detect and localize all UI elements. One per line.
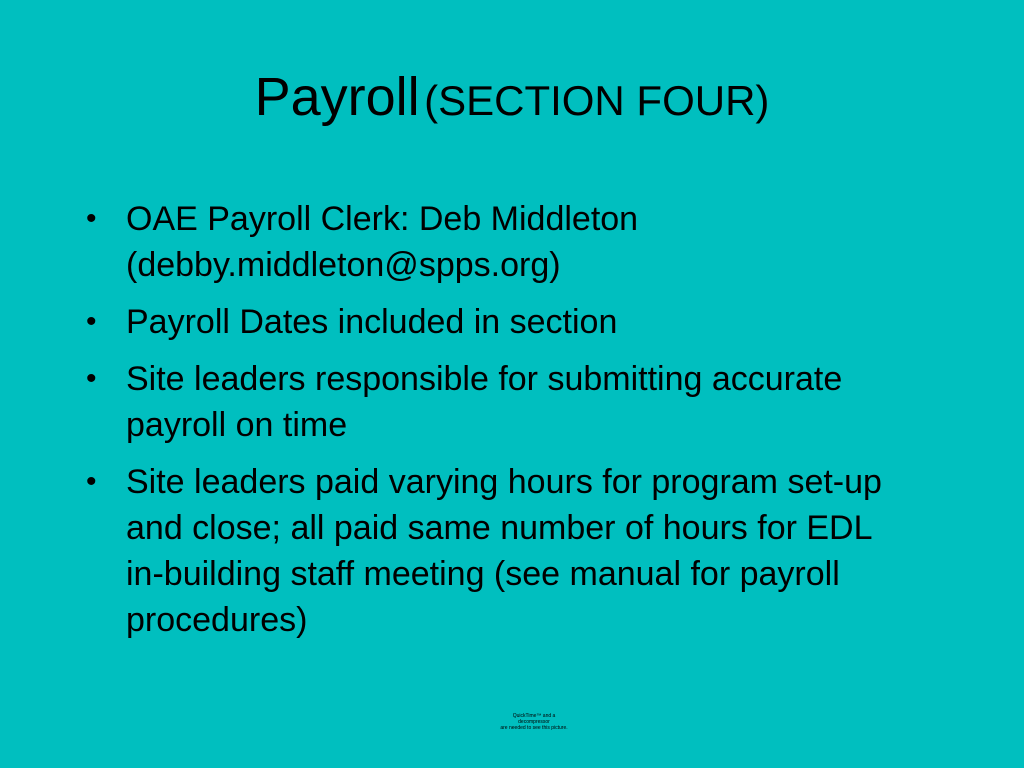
bullet-icon: • <box>86 202 97 235</box>
bullet-icon: • <box>86 362 97 395</box>
bullet-icon: • <box>86 305 97 338</box>
title-main: Payroll <box>254 67 420 127</box>
bullet-text: Site leaders paid varying hours for program set-up and close; all paid same number of hours for EDL in-building staff meeting (see manual for payroll procedures) <box>126 463 882 639</box>
bullet-text: OAE Payroll Clerk: Deb Middleton (debby.middleton@spps.org) <box>126 200 639 284</box>
bullet-item <box>82 356 912 448</box>
placeholder-line: decompressor <box>518 719 550 725</box>
placeholder-line: are needed to see this picture. <box>500 725 568 731</box>
title-subtitle: (SECTION FOUR) <box>424 77 770 124</box>
missing-picture-placeholder <box>484 713 584 731</box>
placeholder-line: QuickTime™ and a <box>512 713 556 719</box>
bullet-text: Site leaders responsible for submitting accurate payroll on time <box>126 360 843 444</box>
bullet-item <box>82 459 912 643</box>
slide-title <box>0 62 1024 146</box>
bullet-text: Payroll Dates included in section <box>126 303 618 341</box>
bullet-icon: • <box>86 465 97 498</box>
bullet-item <box>82 196 912 288</box>
bullet-list <box>82 196 912 654</box>
bullet-item <box>82 299 912 345</box>
